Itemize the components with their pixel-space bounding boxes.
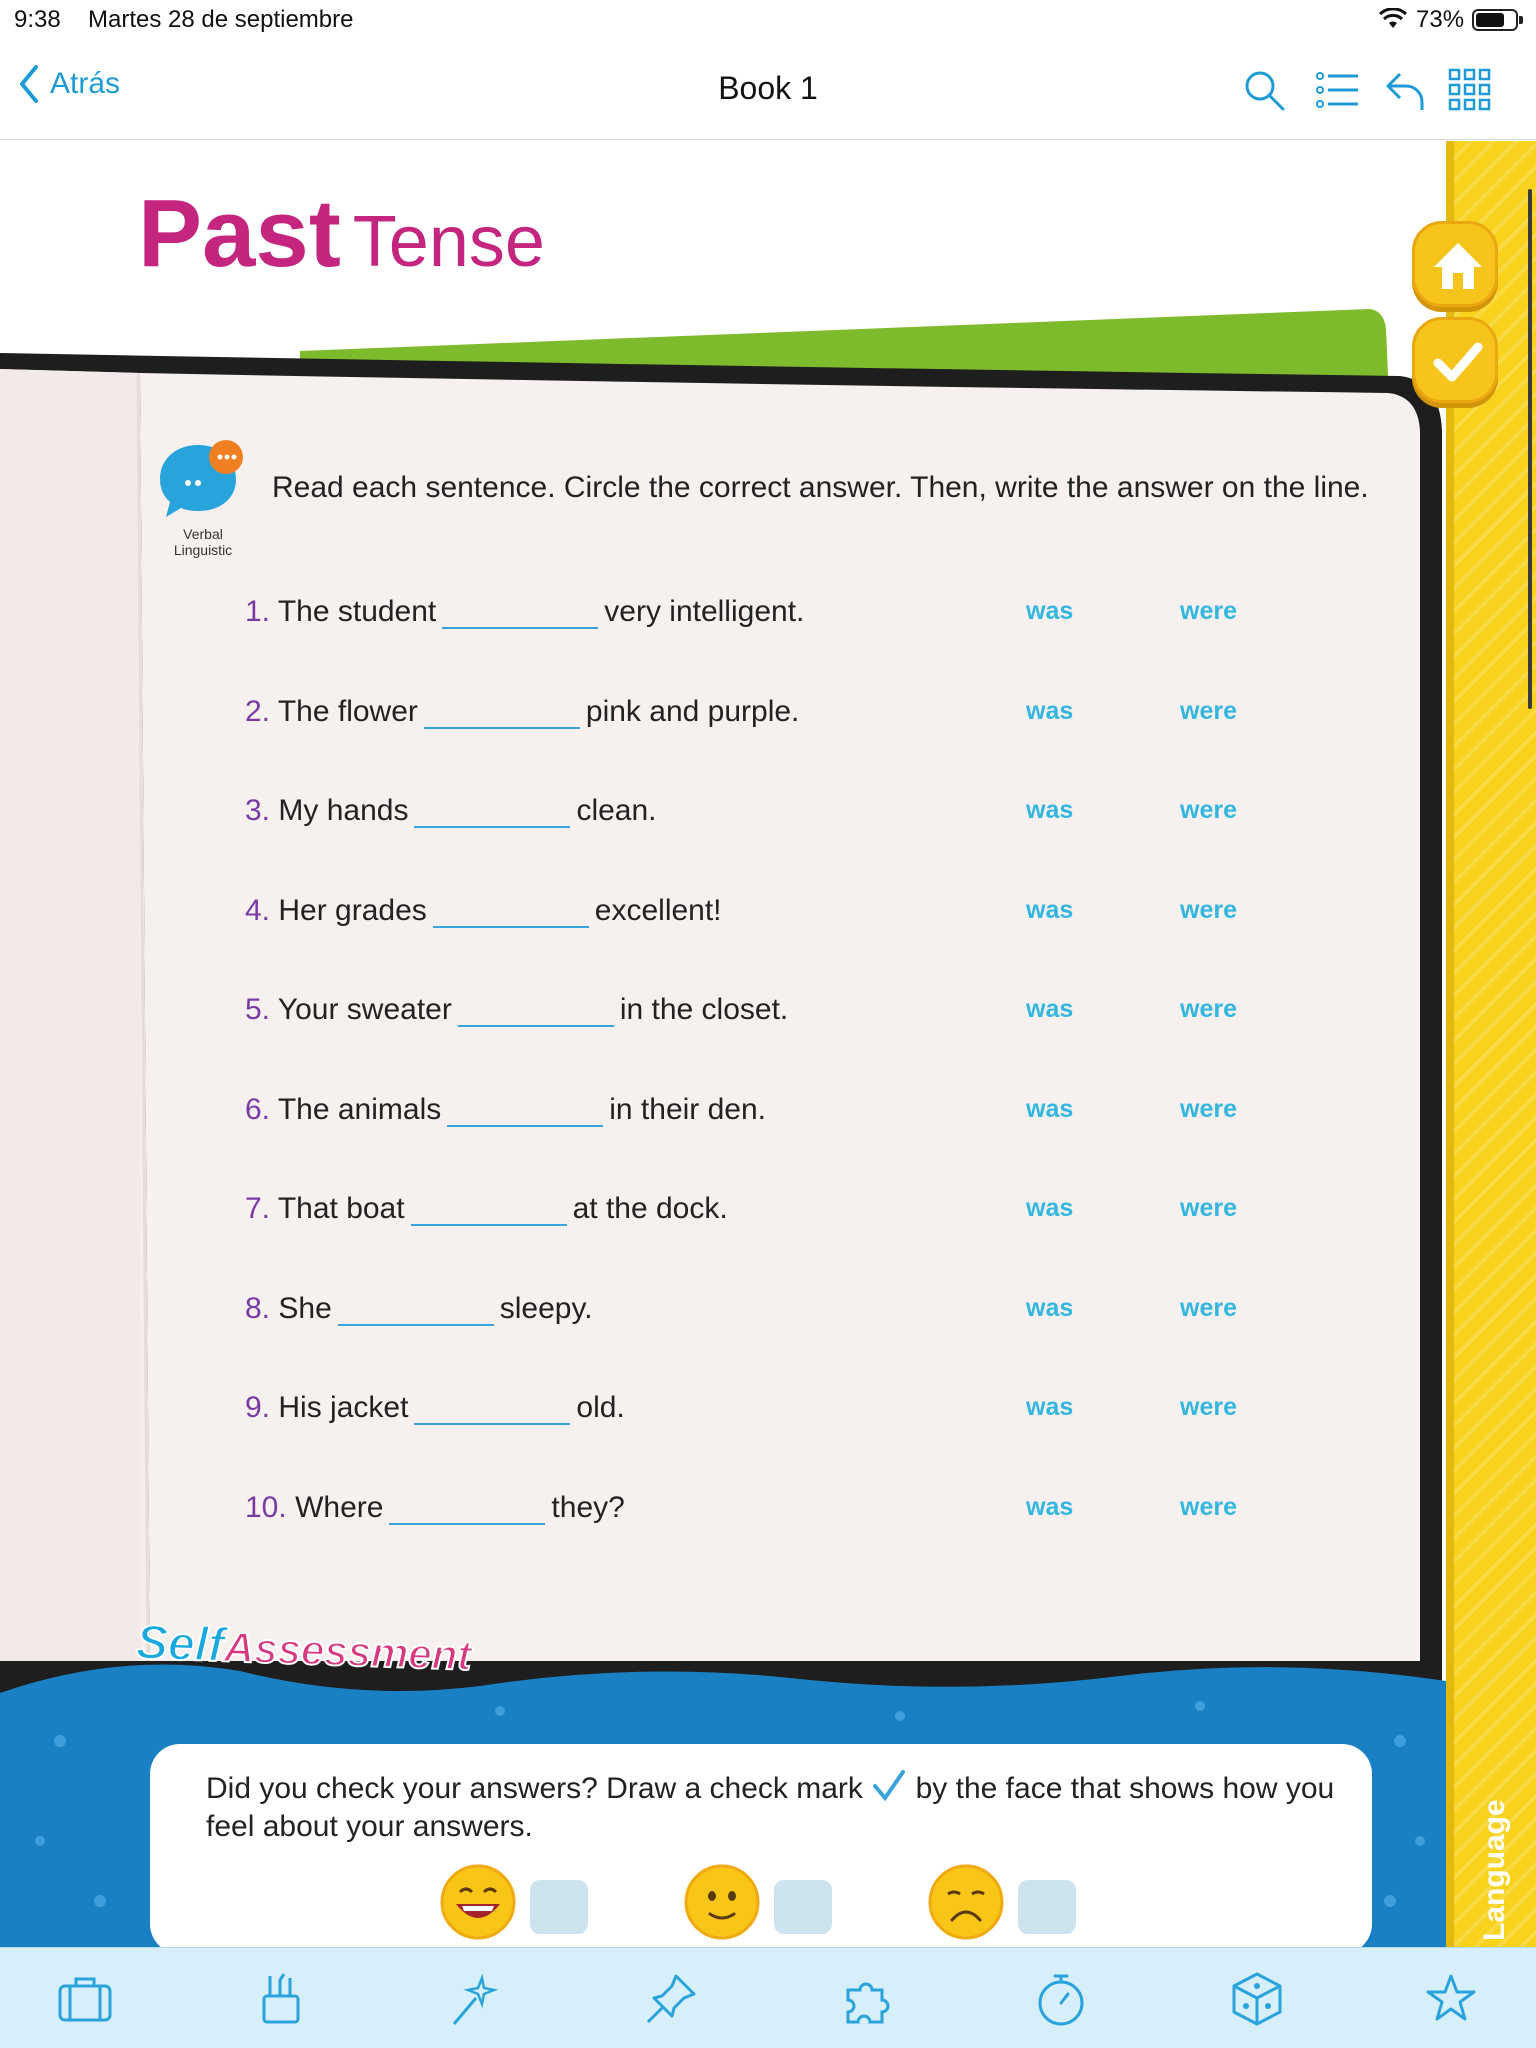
option-were[interactable]: were — [1180, 597, 1237, 625]
sentence-after: pink and purple. — [585, 695, 800, 728]
status-time: 9:38 — [14, 6, 61, 33]
title-tense: Tense — [352, 202, 545, 282]
option-were[interactable]: were — [1180, 697, 1237, 725]
option-was[interactable]: was — [1026, 597, 1074, 625]
sentence-number: 10. — [245, 1491, 287, 1524]
tools-icon[interactable] — [252, 1970, 310, 2028]
back-label: Atrás — [50, 67, 121, 100]
answer-line[interactable] — [389, 1495, 545, 1525]
option-was[interactable]: was — [1026, 1294, 1074, 1322]
happy-checkbox[interactable] — [530, 1880, 588, 1934]
option-was[interactable]: was — [1026, 796, 1074, 824]
option-was[interactable]: was — [1026, 995, 1074, 1023]
self-assessment-title-a: Self — [135, 1616, 226, 1673]
sentence-number: 4. — [245, 894, 271, 927]
option-was[interactable]: was — [1026, 1095, 1074, 1123]
sentence-before: The student — [277, 595, 437, 628]
sentence-before: Your sweater — [277, 993, 452, 1026]
list-icon[interactable] — [1314, 66, 1362, 114]
sentence-after: they? — [551, 1491, 625, 1524]
self-assessment-text-a: Did you check your answers? Draw a check mark — [206, 1772, 863, 1805]
answer-line[interactable] — [433, 898, 589, 928]
check-button[interactable] — [1412, 317, 1498, 403]
page-background — [0, 141, 1536, 1947]
dice-icon[interactable] — [1228, 1970, 1286, 2028]
title-past: Past — [138, 180, 341, 287]
scrollbar[interactable] — [1528, 189, 1532, 709]
checkmark-icon — [1428, 333, 1488, 393]
option-were[interactable]: were — [1180, 1393, 1237, 1421]
sentence-row — [245, 894, 722, 938]
sentence-row — [245, 695, 799, 739]
neutral-face-icon — [684, 1864, 760, 1940]
option-were[interactable]: were — [1180, 796, 1237, 824]
home-button[interactable] — [1412, 221, 1498, 307]
answer-line[interactable] — [424, 699, 580, 729]
answer-line[interactable] — [414, 1395, 570, 1425]
activity-badge-label: Verbal Linguistic — [173, 526, 233, 558]
speech-bubble-icon — [158, 439, 252, 525]
sentence-row — [245, 595, 804, 639]
option-were[interactable]: were — [1180, 1294, 1237, 1322]
battery-icon — [1472, 9, 1518, 31]
status-bar — [0, 0, 1536, 40]
instructions: Read each sentence. Circle the correct answer. Then, write the answer on the line. — [272, 471, 1369, 504]
option-was[interactable]: was — [1026, 1194, 1074, 1222]
option-were[interactable]: were — [1180, 1194, 1237, 1222]
sentence-row — [245, 1391, 625, 1435]
option-were[interactable]: were — [1180, 896, 1237, 924]
sentence-after: old. — [576, 1391, 625, 1424]
sentence-number: 6. — [245, 1093, 271, 1126]
sentence-before: My hands — [278, 794, 409, 827]
sentence-before: The animals — [277, 1093, 442, 1126]
self-assessment-text-b: by the face that shows how you feel about your answers. — [206, 1772, 1335, 1843]
sentence-row — [245, 993, 788, 1037]
sentence-after: in the closet. — [619, 993, 789, 1026]
search-icon[interactable] — [1240, 66, 1288, 114]
pin-icon[interactable] — [642, 1970, 700, 2028]
answer-line[interactable] — [338, 1296, 494, 1326]
sentence-number: 8. — [245, 1292, 271, 1325]
answer-line[interactable] — [458, 997, 614, 1027]
side-label: Language — [1478, 1799, 1511, 1941]
self-assessment-title-b: Assessment — [223, 1623, 473, 1679]
happy-face-icon — [440, 1864, 516, 1940]
option-were[interactable]: were — [1180, 1493, 1237, 1521]
self-assessment-card — [150, 1744, 1372, 1947]
briefcase-icon[interactable] — [56, 1970, 114, 2028]
neutral-checkbox[interactable] — [774, 1880, 832, 1934]
sad-face-icon — [928, 1864, 1004, 1940]
option-was[interactable]: was — [1026, 1393, 1074, 1421]
sentence-after: clean. — [576, 794, 657, 827]
sentence-before: His jacket — [278, 1391, 409, 1424]
option-were[interactable]: were — [1180, 995, 1237, 1023]
battery-percent: 73% — [1416, 6, 1465, 33]
page-title — [138, 179, 545, 289]
sentence-after: in their den. — [609, 1093, 767, 1126]
battery-fill — [1476, 13, 1504, 27]
sentence-row — [245, 1192, 728, 1236]
grid-icon[interactable] — [1446, 66, 1494, 114]
answer-line[interactable] — [442, 599, 598, 629]
sentence-after: very intelligent. — [604, 595, 805, 628]
sentence-number: 1. — [245, 595, 271, 628]
check-mark-icon — [871, 1768, 907, 1804]
sentence-before: Where — [295, 1491, 384, 1524]
sentence-row — [245, 1093, 766, 1137]
option-was[interactable]: was — [1026, 1493, 1074, 1521]
option-were[interactable]: were — [1180, 1095, 1237, 1123]
sentence-before: The flower — [277, 695, 418, 728]
sentence-number: 3. — [245, 794, 271, 827]
sad-checkbox[interactable] — [1018, 1880, 1076, 1934]
sentence-row — [245, 1491, 625, 1535]
timer-icon[interactable] — [1032, 1970, 1090, 2028]
sentence-before: She — [278, 1292, 332, 1325]
sentence-before: Her grades — [278, 894, 427, 927]
sentence-number: 7. — [245, 1192, 271, 1225]
answer-line[interactable] — [411, 1196, 567, 1226]
sentence-number: 2. — [245, 695, 271, 728]
self-assessment-text — [206, 1768, 1346, 1846]
sentence-before: That boat — [277, 1192, 405, 1225]
sentence-after: at the dock. — [572, 1192, 728, 1225]
answer-line[interactable] — [447, 1097, 603, 1127]
sentence-row — [245, 1292, 593, 1336]
status-date: Martes 28 de septiembre — [88, 6, 354, 33]
side-strip — [1446, 141, 1536, 1947]
undo-icon[interactable] — [1382, 66, 1430, 114]
answer-line[interactable] — [414, 798, 570, 828]
sentence-number: 5. — [245, 993, 271, 1026]
sentence-row — [245, 794, 657, 838]
sentence-number: 9. — [245, 1391, 271, 1424]
puzzle-icon[interactable] — [838, 1970, 896, 2028]
option-was[interactable]: was — [1026, 896, 1074, 924]
sentence-after: excellent! — [594, 894, 722, 927]
home-icon — [1428, 237, 1488, 297]
star-icon[interactable] — [1422, 1970, 1480, 2028]
book-title: Book 1 — [718, 70, 818, 106]
nav-bar — [0, 40, 1536, 140]
wifi-icon — [1378, 8, 1408, 30]
magic-wand-icon[interactable] — [446, 1970, 504, 2028]
workbook-page — [0, 141, 1536, 1947]
bottom-toolbar — [0, 1947, 1536, 2048]
option-was[interactable]: was — [1026, 697, 1074, 725]
self-assessment-title — [135, 1615, 472, 1682]
sentence-after: sleepy. — [499, 1292, 593, 1325]
